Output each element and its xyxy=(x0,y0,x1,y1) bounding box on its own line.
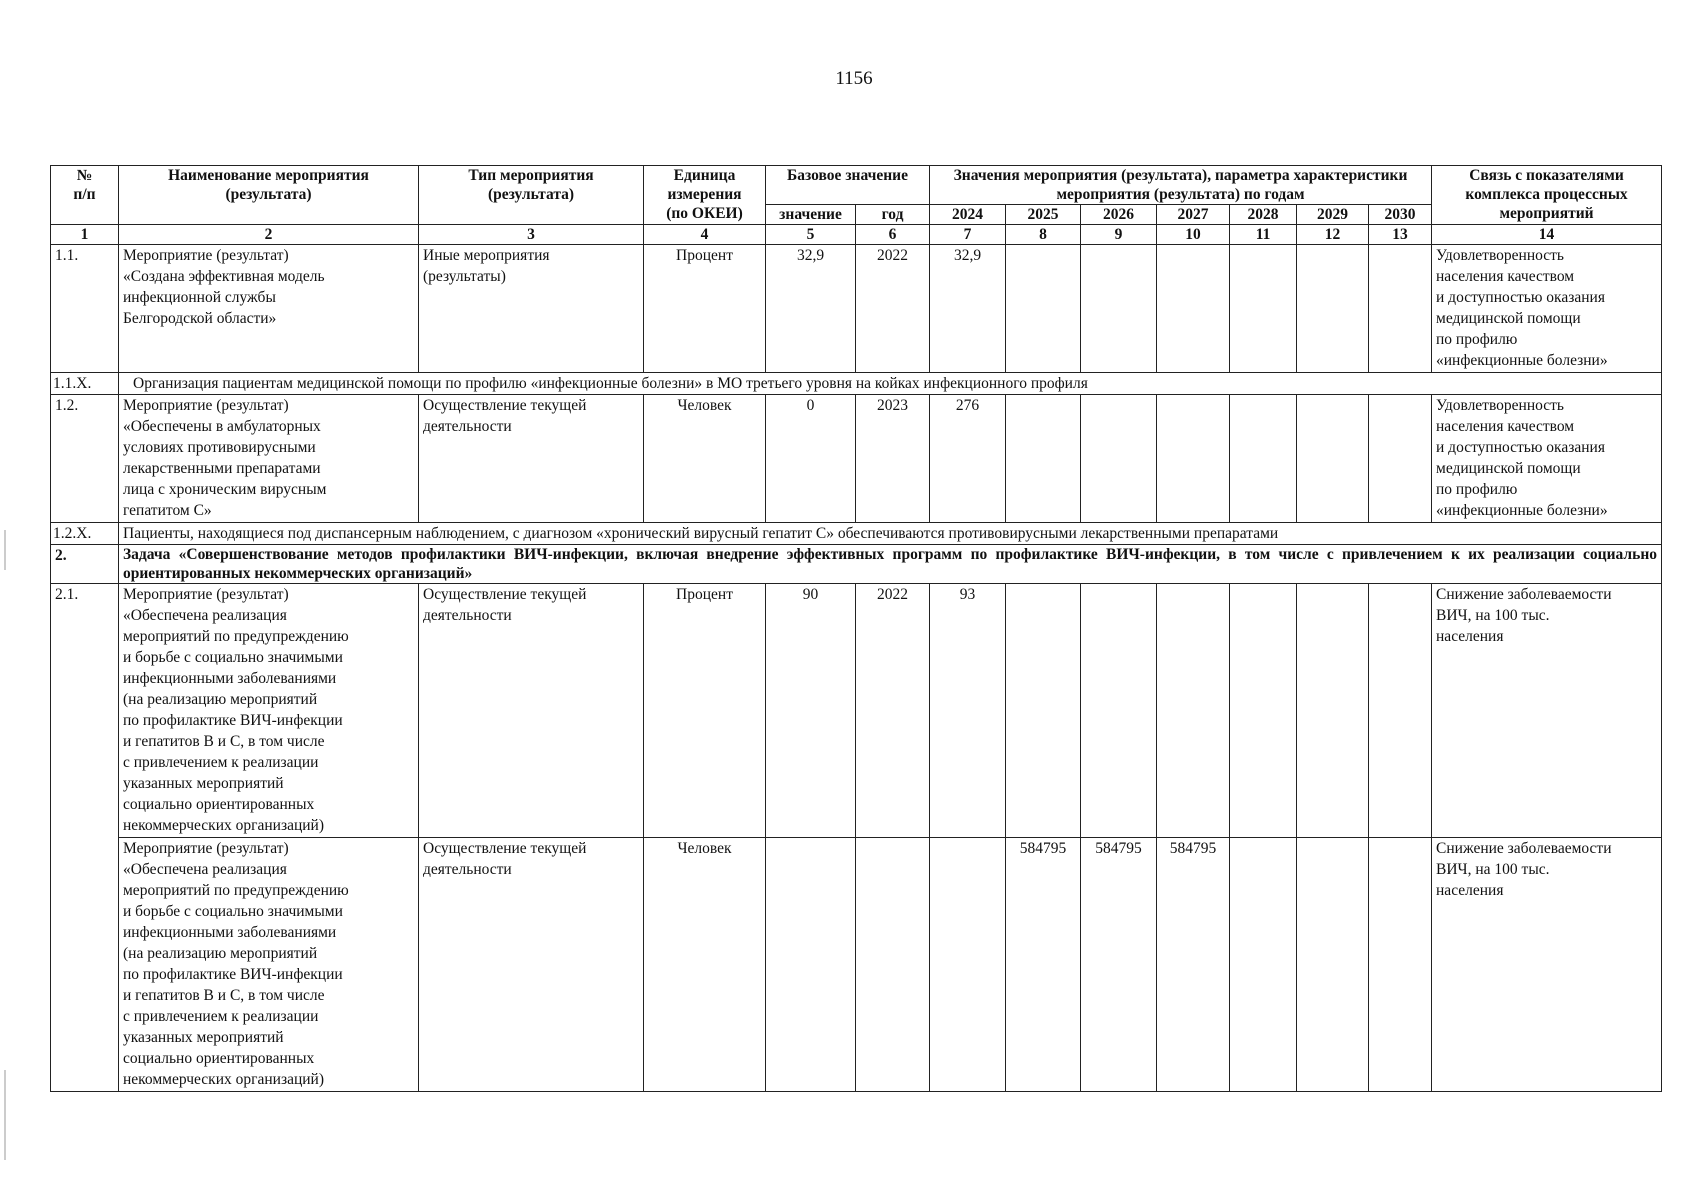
row-value-2030 xyxy=(1369,395,1432,523)
col-number: 1 xyxy=(51,225,119,245)
row-description: Пациенты, находящиеся под диспансерным наблюдением, с диагнозом «хронический вирусный гепатит С» обеспечиваются противовирусными лекарственными препаратами xyxy=(119,523,1662,545)
header-type: Тип мероприятия (результата) xyxy=(419,166,644,225)
row-value-2025: 584795 xyxy=(1006,838,1081,1092)
row-value-2026 xyxy=(1081,245,1157,373)
row-value-2025 xyxy=(1006,584,1081,838)
row-name: Мероприятие (результат) «Обеспечена реализация мероприятий по предупреждению и борьбе с социально значимыми инфекционными заболеваниями (на реализацию мероприятий по профилактике ВИЧ-инфекции и гепатитов В и С, в том числе с привлечением к реализации указанных мероприятий социально ориентированных некоммерческих организаций) xyxy=(119,584,419,838)
row-value-2025 xyxy=(1006,395,1081,523)
header-values-group: Значения мероприятия (результата), параметра характеристики мероприятия (результата) по годам xyxy=(930,166,1432,205)
row-name: Мероприятие (результат) «Обеспечены в амбулаторных условиях противовирусными лекарственными препаратами лица с хроническим вирусным гепатитом С» xyxy=(119,395,419,523)
table-row xyxy=(51,523,1662,545)
row-link: Удовлетворенность населения качеством и доступностью оказания медицинской помощи по профилю «инфекционные болезни» xyxy=(1432,395,1662,523)
row-base-year: 2023 xyxy=(856,395,930,523)
row-description: Организация пациентам медицинской помощи по профилю «инфекционные болезни» в МО третьего уровня на койках инфекционного профиля xyxy=(119,373,1662,395)
row-type: Осуществление текущей деятельности xyxy=(419,395,644,523)
row-name: Мероприятие (результат) «Создана эффективная модель инфекционной службы Белгородской области» xyxy=(119,245,419,373)
row-base-year: 2022 xyxy=(856,245,930,373)
row-value-2030 xyxy=(1369,838,1432,1092)
row-num: 1.2.X. xyxy=(51,523,119,545)
row-base-value xyxy=(766,838,856,1092)
col-number: 9 xyxy=(1081,225,1157,245)
table-row xyxy=(51,545,1662,584)
row-unit: Человек xyxy=(644,395,766,523)
row-value-2024: 276 xyxy=(930,395,1006,523)
table-row xyxy=(51,395,1662,523)
scan-artifact xyxy=(4,1070,6,1160)
col-number: 14 xyxy=(1432,225,1662,245)
row-value-2029 xyxy=(1297,395,1369,523)
header-year-2027: 2027 xyxy=(1157,205,1230,225)
table-row xyxy=(51,373,1662,395)
row-unit: Человек xyxy=(644,838,766,1092)
header-year-2024: 2024 xyxy=(930,205,1006,225)
row-name: Мероприятие (результат) «Обеспечена реализация мероприятий по предупреждению и борьбе с социально значимыми инфекционными заболеваниями (на реализацию мероприятий по профилактике ВИЧ-инфекции и гепатитов В и С, в том числе с привлечением к реализации указанных мероприятий социально ориентированных некоммерческих организаций) xyxy=(119,838,419,1092)
table-row xyxy=(51,245,1662,373)
col-number: 7 xyxy=(930,225,1006,245)
task-text: Задача «Совершенствование методов профилактики ВИЧ-инфекции, включая внедрение эффективных программ по профилактике ВИЧ-инфекции, в том числе с привлечением к их реализации социально ориентированных некоммерческих организаций» xyxy=(119,545,1662,584)
col-number: 8 xyxy=(1006,225,1081,245)
row-value-2024 xyxy=(930,838,1006,1092)
header-row-1 xyxy=(51,166,1662,205)
col-number: 10 xyxy=(1157,225,1230,245)
row-value-2027 xyxy=(1157,584,1230,838)
row-base-year xyxy=(856,838,930,1092)
col-number: 3 xyxy=(419,225,644,245)
row-base-value: 32,9 xyxy=(766,245,856,373)
col-number: 4 xyxy=(644,225,766,245)
header-link: Связь с показателями комплекса процессных мероприятий xyxy=(1432,166,1662,225)
header-unit: Единица измерения (по ОКЕИ) xyxy=(644,166,766,225)
row-num: 1.1. xyxy=(51,245,119,373)
row-type: Осуществление текущей деятельности xyxy=(419,584,644,838)
header-year-2026: 2026 xyxy=(1081,205,1157,225)
row-value-2029 xyxy=(1297,584,1369,838)
row-value-2028 xyxy=(1230,245,1297,373)
header-base-year: год xyxy=(856,205,930,225)
row-value-2026: 584795 xyxy=(1081,838,1157,1092)
header-name: Наименование мероприятия (результата) xyxy=(119,166,419,225)
row-link: Снижение заболеваемости ВИЧ, на 100 тыс. населения xyxy=(1432,584,1662,838)
row-base-value: 0 xyxy=(766,395,856,523)
row-value-2030 xyxy=(1369,584,1432,838)
row-value-2028 xyxy=(1230,838,1297,1092)
col-number: 12 xyxy=(1297,225,1369,245)
row-value-2030 xyxy=(1369,245,1432,373)
measures-table xyxy=(50,165,1662,1092)
row-value-2029 xyxy=(1297,838,1369,1092)
row-value-2027 xyxy=(1157,395,1230,523)
row-value-2029 xyxy=(1297,245,1369,373)
row-num: 1.1.X. xyxy=(51,373,119,395)
col-number: 13 xyxy=(1369,225,1432,245)
table-row xyxy=(51,838,1662,1092)
row-num: 2. xyxy=(51,545,119,584)
row-value-2026 xyxy=(1081,584,1157,838)
row-value-2027: 584795 xyxy=(1157,838,1230,1092)
row-num: 2.1. xyxy=(51,584,119,1092)
row-value-2024: 93 xyxy=(930,584,1006,838)
col-number: 6 xyxy=(856,225,930,245)
row-value-2024: 32,9 xyxy=(930,245,1006,373)
header-year-2028: 2028 xyxy=(1230,205,1297,225)
header-year-2025: 2025 xyxy=(1006,205,1081,225)
row-value-2027 xyxy=(1157,245,1230,373)
col-number: 2 xyxy=(119,225,419,245)
scan-artifact xyxy=(4,530,6,570)
header-year-2029: 2029 xyxy=(1297,205,1369,225)
row-type: Иные мероприятия (результаты) xyxy=(419,245,644,373)
header-year-2030: 2030 xyxy=(1369,205,1432,225)
header-num: № п/п xyxy=(51,166,119,225)
col-number: 11 xyxy=(1230,225,1297,245)
row-type: Осуществление текущей деятельности xyxy=(419,838,644,1092)
row-num: 1.2. xyxy=(51,395,119,523)
row-value-2028 xyxy=(1230,584,1297,838)
table-row xyxy=(51,584,1662,838)
row-value-2025 xyxy=(1006,245,1081,373)
row-value-2028 xyxy=(1230,395,1297,523)
row-base-year: 2022 xyxy=(856,584,930,838)
col-number: 5 xyxy=(766,225,856,245)
row-link: Удовлетворенность населения качеством и доступностью оказания медицинской помощи по профилю «инфекционные болезни» xyxy=(1432,245,1662,373)
header-base: Базовое значение xyxy=(766,166,930,205)
header-base-value: значение xyxy=(766,205,856,225)
page-number: 1156 xyxy=(835,68,873,89)
column-number-row xyxy=(51,225,1662,245)
row-value-2026 xyxy=(1081,395,1157,523)
row-base-value: 90 xyxy=(766,584,856,838)
row-unit: Процент xyxy=(644,584,766,838)
row-unit: Процент xyxy=(644,245,766,373)
row-link: Снижение заболеваемости ВИЧ, на 100 тыс. населения xyxy=(1432,838,1662,1092)
